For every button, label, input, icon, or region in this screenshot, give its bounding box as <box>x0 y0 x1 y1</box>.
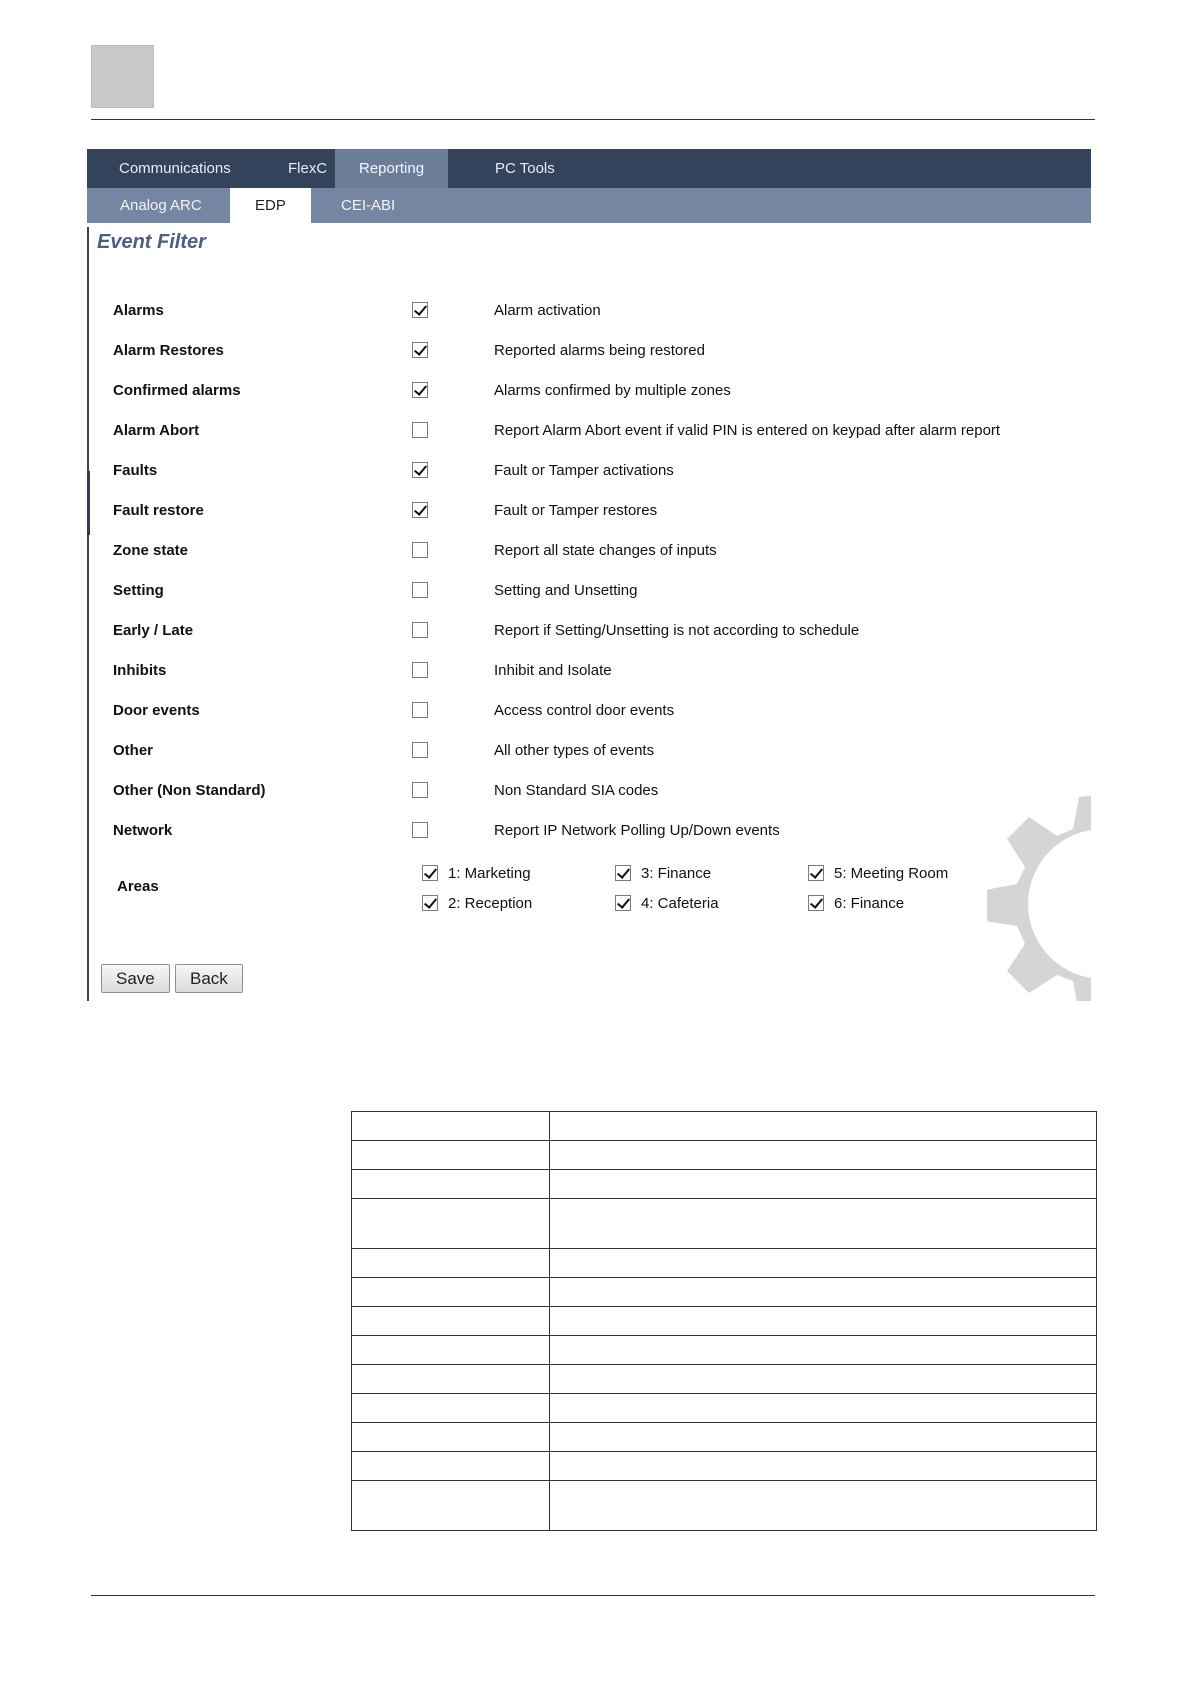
filter-label: Confirmed alarms <box>113 382 241 399</box>
table-cell <box>352 1278 550 1307</box>
table-cell <box>550 1423 1097 1452</box>
filter-description: Report all state changes of inputs <box>494 542 717 559</box>
area-label: 4: Cafeteria <box>641 895 719 912</box>
table-cell <box>550 1452 1097 1481</box>
table-cell <box>352 1170 550 1199</box>
filter-description: Report Alarm Abort event if valid PIN is entered on keypad after alarm report <box>494 422 1001 439</box>
filter-row <box>87 816 1091 846</box>
filter-row <box>87 776 1091 806</box>
filter-label: Alarm Restores <box>113 342 224 359</box>
tab-pc-tools[interactable]: PC Tools <box>495 160 555 177</box>
filter-row <box>87 416 1091 446</box>
area-checkbox[interactable] <box>422 865 438 881</box>
filter-row <box>87 736 1091 766</box>
table-cell <box>352 1199 550 1249</box>
subtab-analog-arc[interactable]: Analog ARC <box>120 197 202 214</box>
table-cell <box>550 1249 1097 1278</box>
table-cell <box>550 1170 1097 1199</box>
filter-label: Other <box>113 742 154 759</box>
filter-checkbox[interactable] <box>412 502 428 518</box>
filter-description: Inhibit and Isolate <box>494 662 612 679</box>
filter-description: Fault or Tamper restores <box>494 502 658 519</box>
filter-row <box>87 536 1091 566</box>
filter-description: Access control door events <box>494 702 675 719</box>
table-row <box>352 1199 1097 1249</box>
filter-checkbox[interactable] <box>412 822 428 838</box>
main-tab-bar <box>87 149 1091 188</box>
description-table <box>351 1111 1097 1531</box>
page-title: Event Filter <box>97 231 206 253</box>
subtab-edp[interactable]: EDP <box>230 188 311 223</box>
table-row <box>352 1307 1097 1336</box>
gear-icon <box>987 789 1091 1001</box>
table-cell <box>352 1452 550 1481</box>
filter-checkbox[interactable] <box>412 342 428 358</box>
area-checkbox[interactable] <box>808 895 824 911</box>
table-row <box>352 1481 1097 1531</box>
tab-reporting[interactable]: Reporting <box>335 149 448 188</box>
filter-description: Non Standard SIA codes <box>494 782 659 799</box>
filter-row <box>87 456 1091 486</box>
filter-label: Inhibits <box>113 662 167 679</box>
table-row <box>352 1452 1097 1481</box>
tab-flexc[interactable]: FlexC <box>288 160 328 177</box>
filter-label: Early / Late <box>113 622 194 639</box>
tab-communications[interactable]: Communications <box>119 160 231 177</box>
table-row <box>352 1278 1097 1307</box>
table-cell <box>550 1336 1097 1365</box>
filter-description: Report if Setting/Unsetting is not according to schedule <box>494 622 860 639</box>
back-button[interactable]: Back <box>175 964 243 993</box>
filter-label: Door events <box>113 702 200 719</box>
filter-description: All other types of events <box>494 742 655 759</box>
filter-description: Setting and Unsetting <box>494 582 638 599</box>
filter-row <box>87 696 1091 726</box>
filter-checkbox[interactable] <box>412 662 428 678</box>
filter-label: Other (Non Standard) <box>113 782 266 799</box>
table-row <box>352 1365 1097 1394</box>
area-checkbox[interactable] <box>615 865 631 881</box>
filter-label: Setting <box>113 582 164 599</box>
table-cell <box>352 1141 550 1170</box>
filter-checkbox[interactable] <box>412 462 428 478</box>
filter-checkbox[interactable] <box>412 422 428 438</box>
table-cell <box>352 1481 550 1531</box>
table-row <box>352 1112 1097 1141</box>
header-divider <box>91 119 1095 120</box>
table-row <box>352 1249 1097 1278</box>
filter-row <box>87 576 1091 606</box>
table-cell <box>550 1141 1097 1170</box>
filter-label: Alarms <box>113 302 164 319</box>
filter-row <box>87 336 1091 366</box>
table-cell <box>550 1365 1097 1394</box>
table-row <box>352 1170 1097 1199</box>
area-checkbox[interactable] <box>808 865 824 881</box>
area-label: 1: Marketing <box>448 865 531 882</box>
event-filter-screenshot <box>87 149 1091 1001</box>
table-cell <box>550 1199 1097 1249</box>
area-label: 3: Finance <box>641 865 712 882</box>
filter-description: Reported alarms being restored <box>494 342 705 359</box>
footer-divider <box>91 1595 1095 1596</box>
table-cell <box>352 1423 550 1452</box>
filter-row <box>87 616 1091 646</box>
filter-label: Fault restore <box>113 502 204 519</box>
filter-checkbox[interactable] <box>412 702 428 718</box>
table-row <box>352 1336 1097 1365</box>
table-row <box>352 1141 1097 1170</box>
table-cell <box>352 1336 550 1365</box>
filter-description: Alarm activation <box>494 302 601 319</box>
filter-checkbox[interactable] <box>412 302 428 318</box>
filter-checkbox[interactable] <box>412 542 428 558</box>
filter-label: Faults <box>113 462 158 479</box>
filter-checkbox[interactable] <box>412 382 428 398</box>
area-label: 6: Finance <box>834 895 905 912</box>
table-cell <box>550 1112 1097 1141</box>
page-corner-block <box>91 45 154 108</box>
area-checkbox[interactable] <box>615 895 631 911</box>
table-cell <box>352 1365 550 1394</box>
filter-row <box>87 656 1091 686</box>
table-cell <box>550 1394 1097 1423</box>
filter-description: Report IP Network Polling Up/Down events <box>494 822 780 839</box>
filter-checkbox[interactable] <box>412 782 428 798</box>
filter-label: Alarm Abort <box>113 422 200 439</box>
subtab-cei-abi[interactable]: CEI-ABI <box>341 197 396 214</box>
table-row <box>352 1394 1097 1423</box>
save-button[interactable]: Save <box>101 964 170 993</box>
table-cell <box>550 1307 1097 1336</box>
table-cell <box>352 1307 550 1336</box>
areas-label: Areas <box>117 878 159 895</box>
filter-row <box>87 296 1091 326</box>
area-label: 2: Reception <box>448 895 533 912</box>
area-label: 5: Meeting Room <box>834 865 949 882</box>
table-cell <box>352 1249 550 1278</box>
table-row <box>352 1423 1097 1452</box>
filter-checkbox[interactable] <box>412 742 428 758</box>
filter-label: Zone state <box>113 542 189 559</box>
filter-checkbox[interactable] <box>412 622 428 638</box>
filter-row <box>87 496 1091 526</box>
filter-checkbox[interactable] <box>412 582 428 598</box>
table-cell <box>550 1278 1097 1307</box>
sub-tab-bar <box>87 188 1091 223</box>
filter-row <box>87 376 1091 406</box>
area-checkbox[interactable] <box>422 895 438 911</box>
filter-label: Network <box>113 822 173 839</box>
filter-description: Fault or Tamper activations <box>494 462 674 479</box>
table-cell <box>352 1394 550 1423</box>
table-cell <box>550 1481 1097 1531</box>
table-cell <box>352 1112 550 1141</box>
filter-description: Alarms confirmed by multiple zones <box>494 382 731 399</box>
